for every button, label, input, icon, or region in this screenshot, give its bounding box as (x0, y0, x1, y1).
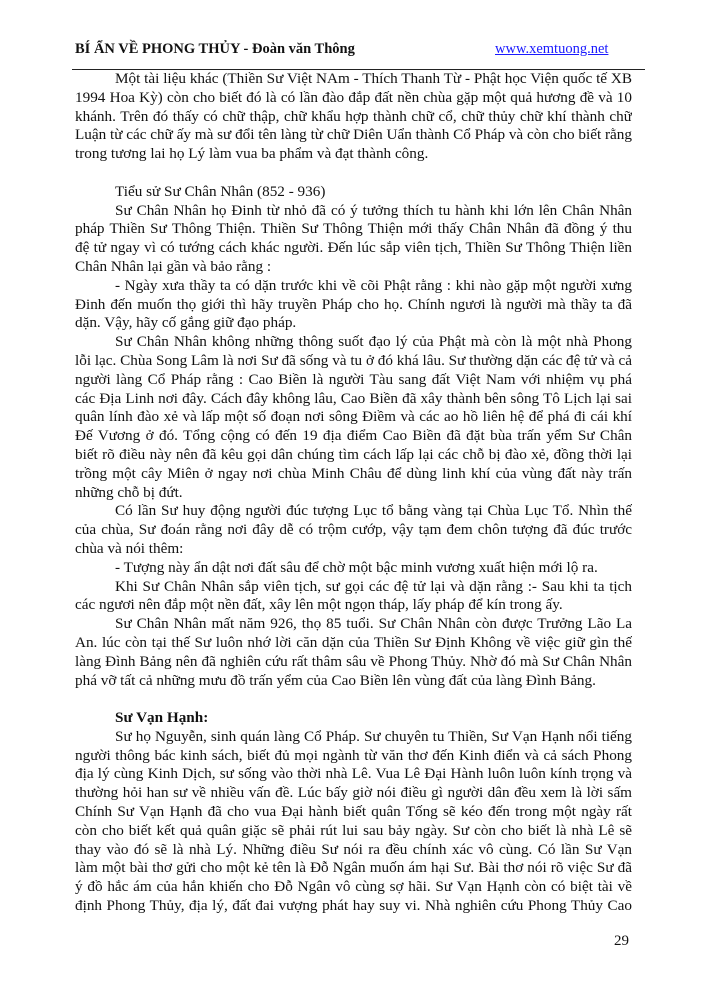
text-line: Tiểu sử Sư Chân Nhân (852 - 936) (115, 182, 326, 200)
text-line: thường hỏi han sư về nhiều vấn đề. Lúc bấy giờ nói điều gì người dân đều xem là lời sấm (75, 784, 632, 802)
text-line: - Ngày xưa thầy ta có dặn trước khi về cõi Phật rằng : khi nào gặp một người xưng (115, 276, 632, 294)
paragraph (75, 183, 632, 202)
text-line: quân lính đào xẻ và lấp một số đoạn nơi sông Điềm và các ao hồ liên hệ để phá đi cái khí (75, 408, 632, 426)
text-line: Sư Chân Nhân họ Đinh từ nhỏ đã có ý tưởng thích tu hành khi lớn lên Chân Nhân (115, 201, 632, 219)
text-line: người thông bác kinh sách, biết đủ mọi ngành từ văn thơ đến Kinh điển và cả sách Phong (75, 746, 632, 764)
text-line: Đế Vương ở đó. Tổng cộng có đến 19 địa điểm Cao Biền đã đặt bùa trấn yểm Sư Chân (75, 427, 632, 445)
page-number: 29 (614, 933, 629, 949)
text-line: các ngươi nên đắp một nền đất, xây lên một ngọn tháp, lấy pháp để kín trong ấy. (75, 596, 563, 614)
paragraph (75, 277, 632, 333)
text-line: Sư Vạn Hạnh: (115, 709, 209, 727)
text-line: làng Đình Bảng nên đã nghiên cứu rất thâm sâu về Phong Thủy. Nhờ đó mà Sư Chân Nhân (75, 652, 632, 670)
text-line: Khi Sư Chân Nhân sắp viên tịch, sư gọi các đệ tử lại và dặn rằng :- Sau khi ta tịch (115, 577, 632, 595)
text-line: các Địa Linh nơi đây. Cách đây không lâu, Cao Biền đã xây thành bên sông Tô Lịch lại sai (75, 389, 632, 407)
paragraph (75, 578, 632, 616)
text-line: ý đồ hắc ám của hắn khiến cho Đỗ Ngân vô cùng sợ hãi. Sư Vạn Hạnh còn có biệt tài về (75, 878, 632, 896)
text-line: lỗi lạc. Chùa Song Lâm là nơi Sư đã sống và tu ở đó khá lâu. Sư thường dặn các đệ tử và cả (75, 351, 632, 369)
paragraph (75, 333, 632, 502)
text-line: những chỗ bị đứt. (75, 483, 183, 501)
text-line: người làng Cổ Pháp rằng : Cao Biền là người Tàu sang đất Việt Nam với nhiệm vụ phá (75, 370, 632, 388)
paragraph (75, 70, 632, 164)
paragraph (75, 202, 632, 277)
text-line: Có lần Sư huy động người đúc tượng Lục tổ bằng vàng tại Chùa Lục Tổ. Nhìn thế (115, 502, 632, 520)
paragraph (75, 728, 632, 916)
text-line: An. lúc còn tại thế Sư luôn nhớ lời căn dặn của Thiền Sư Định Không về việc giữ gìn thế (75, 633, 632, 651)
document-header-title: BÍ ẨN VỀ PHONG THỦY - Đoàn văn Thông (75, 41, 355, 57)
website-link[interactable]: www.xemtuong.net (495, 41, 609, 57)
text-line: đệ tử ngay vì có tướng cách khác người. Đến lúc sắp viên tịch, Thiền Sư Thông Thiện liền (75, 239, 632, 257)
text-line: Một tài liệu khác (Thiền Sư Việt NAm - Thích Thanh Từ - Phật học Viện quốc tế XB (115, 70, 632, 87)
text-line: phá vỡ tất cả những mưu đồ trấn yểm của Cao Biền lên vùng đất của làng Đình Bảng. (75, 671, 596, 689)
text-line: Luận từ các chữ ấy mà sư đổi tên làng từ chữ Diên Uẩn thành Cổ Pháp và còn cho biết rằng (75, 126, 632, 144)
text-line: - Tượng này ẩn dật nơi đất sâu để chờ một bậc minh vương xuất hiện mới lộ ra. (115, 558, 598, 576)
text-line: trong tương lai họ Lý làm vua ba phẩm và đạt thành công. (75, 145, 429, 163)
paragraph (75, 615, 632, 690)
paragraph (75, 502, 632, 558)
text-line: chùa và nói thêm: (75, 539, 184, 557)
text-line: pháp Thiền Sư Thông Thiện. Thiền Sư Thông Thiện mới thấy Chân Nhân đã đồng ý thu (75, 220, 632, 238)
text-line: Chính Sư Vạn Hạnh đã cho vua Đại hành biết quân Tống sẽ kéo đến trong một ngày rất (75, 803, 632, 821)
blank-line (75, 690, 632, 709)
text-line: Sư Chân Nhân mất năm 926, thọ 85 tuổi. Sư Chân Nhân còn được Trưởng Lão La (115, 615, 632, 633)
paragraph (75, 559, 632, 578)
text-line: khánh. Trên đó thấy có chữ thập, chữ khẩu hợp thành chữ cổ, chữ thủy chữ khí thành chữ (75, 107, 632, 125)
text-line: dặn. Vậy, hãy cố gắng giữ đạo pháp. (75, 314, 297, 332)
text-line: trồng một cây Miên ở ngay nơi chùa Minh Châu để dùng linh khí của vùng đất này trấn (75, 464, 632, 482)
blank-line (75, 164, 632, 183)
document-body (75, 70, 632, 916)
text-line: biết rõ điều này nên đã kêu gọi dân chúng tìm cách lấp lại các chỗ bị đào xẻ, đồng thời lại (75, 445, 632, 463)
text-line: làm một bài thơ gửi cho một kẻ tên là Đỗ Ngân muốn ám hại Sư. Bài thơ nói rõ việc Sư đã (75, 859, 632, 877)
text-line: Đinh đến muốn thọ giới thì hãy truyền Pháp cho họ. Chính ngươi là người mà thầy ta đã (75, 295, 632, 313)
text-line: Sư Chân Nhân không những thông suốt đạo lý của Phật mà còn là một nhà Phong (115, 333, 632, 351)
text-line: Sư họ Nguyễn, sinh quán làng Cổ Pháp. Sư chuyên tu Thiền, Sư Vạn Hạnh nổi tiếng (115, 727, 632, 745)
section-heading (75, 709, 632, 728)
text-line: 1994 Hoa Kỳ) còn cho biết đó là có lần đào đắp đất nền chùa gặp một quả hương đề và 10 (75, 88, 632, 106)
text-line: địa lý cùng Kinh Dịch, sư sống vào thời nhà Lê. Vua Lê Đại Hành luôn luôn kính trọng và (75, 765, 632, 783)
text-line: của chùa, Sư đoán rằng nơi đây dễ có trộm cướp, vậy tạm đem chôn tượng đã đúc trước (75, 521, 632, 539)
text-line: thay vào đó sẽ là nhà Lý. Những điều Sư nói ra đều chính xác vô cùng. Có lần Sư Vạn (75, 840, 632, 858)
text-line: định Phong Thủy, địa lý, đất đai vượng phát hay suy vi. Nhà nghiên cứu Phong Thủy Cao (75, 897, 632, 915)
text-line: còn cho biết kết quả quân giặc sẽ phải rút lui sau bảy ngày. Sư còn cho biết là nhà Lê sẽ (75, 821, 632, 839)
text-line: Chân Nhân lại gần và bảo rằng : (75, 257, 272, 275)
